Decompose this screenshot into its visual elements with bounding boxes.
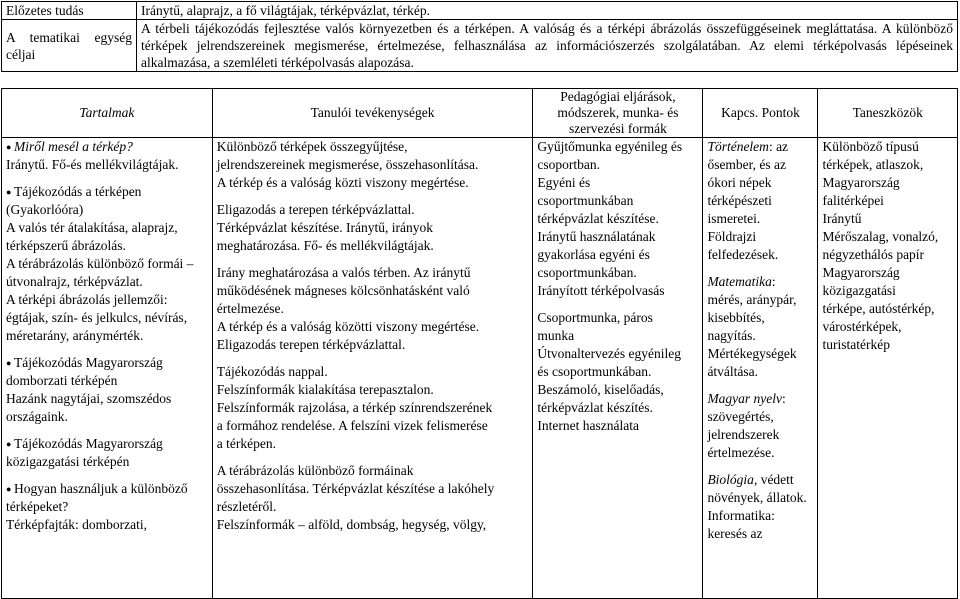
paragraph-gap (6, 345, 208, 354)
link-line-text: Földrajzi (707, 229, 757, 244)
content-line-text: Iránytű. Fő-és mellékvilágtájak. (6, 157, 179, 172)
paragraph-gap (537, 300, 698, 309)
activity-line-text: A térkép és a valóság közti viszony megértése. (216, 175, 469, 190)
link-line-text: Mértékegységek (707, 346, 797, 361)
header-methods: Pedagógiai eljárások, módszerek, munka- és szervezési formák (533, 89, 703, 138)
content-line-text: A valós tér átalakítása, alaprajz, (6, 220, 178, 235)
link-line (707, 309, 813, 327)
link-line (707, 210, 813, 228)
links-cell (703, 138, 818, 599)
method-line (537, 174, 698, 192)
paragraph-gap (217, 453, 529, 462)
content-line (6, 516, 208, 534)
activity-line-text: Eligazodás a terepen térképvázlattal. (216, 202, 415, 217)
paragraph-gap (707, 381, 813, 390)
activity-line-text: értelmezése. (216, 301, 284, 316)
paragraph-gap (707, 264, 813, 273)
content-line-text: A térábrázolás különböző formái – (6, 256, 194, 271)
activity-line-text: Felszínformák – alföld, dombság, hegység, völgy, (216, 517, 487, 532)
content-line-text: közigazgatási térképén (6, 454, 130, 469)
link-line (707, 489, 813, 507)
link-line (707, 228, 813, 246)
content-line (6, 255, 208, 273)
activity-line-text: Felszínformák rajzolása, a térkép színrendszerének (216, 400, 493, 415)
bullet-icon: ● (6, 439, 12, 449)
tool-line (822, 174, 953, 192)
link-line (707, 327, 813, 345)
activity-line-text: Irány meghatározása a valós térben. Az iránytű (216, 265, 471, 280)
method-line-text: Csoportmunka, páros (537, 310, 653, 325)
content-line-text: Hogyan használjuk a különböző (14, 481, 188, 496)
curriculum-header-row (2, 89, 958, 138)
link-line (707, 273, 813, 291)
activity-line (217, 300, 529, 318)
content-line (6, 309, 208, 327)
activity-line-text: részletéről. (216, 499, 277, 514)
activity-line-text: Térképvázlat készítése. Iránytű, irányok (216, 220, 434, 235)
method-line (537, 345, 698, 363)
content-line-text: domborzati térképén (6, 373, 118, 388)
activity-line (217, 201, 529, 219)
method-line (537, 228, 698, 246)
prerequisites-label: Előzetes tudás (2, 2, 137, 20)
activity-line (217, 138, 529, 156)
activity-line (217, 498, 529, 516)
tool-line-text: közigazgatási (822, 283, 896, 298)
content-line (6, 201, 208, 219)
tools-cell (818, 138, 958, 599)
paragraph-gap (6, 471, 208, 480)
header-activities: Tanulói tevékenységek (212, 89, 533, 138)
tool-line-text: térképek, atlaszok, (822, 157, 924, 172)
activity-line-text: A térábrázolás különböző formáinak (216, 463, 414, 478)
link-line-text: Biológia, védett (707, 472, 794, 487)
content-line (6, 498, 208, 516)
method-line (537, 327, 698, 345)
tool-line-text: falitérképei (822, 193, 884, 208)
method-line (537, 210, 698, 228)
tool-line (822, 336, 953, 354)
activity-line (217, 435, 529, 453)
bullet-icon: ● (6, 358, 12, 368)
link-line-text: felfedezések. (707, 247, 779, 262)
link-line-text: ismeretei. (707, 211, 761, 226)
link-line (707, 390, 813, 408)
link-line-text: szövegértés, (707, 409, 774, 424)
content-line (6, 138, 208, 156)
tool-line (822, 282, 953, 300)
header-links: Kapcs. Pontok (703, 89, 818, 138)
tool-line (822, 264, 953, 282)
link-line (707, 138, 813, 156)
curriculum-table (1, 88, 958, 599)
activity-line-text: a formához rendelése. A felszíni vizek felismerése (216, 418, 488, 433)
content-line (6, 156, 208, 174)
content-line-text: Hazánk nagytájai, szomszédos (6, 391, 172, 406)
method-line (537, 399, 698, 417)
link-line (707, 426, 813, 444)
method-line (537, 381, 698, 399)
activity-line (217, 174, 529, 192)
paragraph-gap (707, 462, 813, 471)
tool-line-text: térképe, autóstérkép, (822, 301, 935, 316)
content-line (6, 390, 208, 408)
link-line-text: térképészeti (707, 193, 772, 208)
method-line (537, 309, 698, 327)
header-content: Tartalmak (2, 89, 213, 138)
activity-line (217, 462, 529, 480)
content-line (6, 372, 208, 390)
activity-line-text: működésének mágneses kölcsönhatásként való (216, 283, 470, 298)
content-line-text: Tájékozódás Magyarország (14, 355, 163, 370)
tool-line-text: Magyarország (822, 175, 900, 190)
tool-line-text: Magyarország (822, 265, 900, 280)
content-line (6, 327, 208, 345)
method-line-text: térképvázlat készítés. (537, 400, 653, 415)
method-line (537, 246, 698, 264)
content-line (6, 291, 208, 309)
content-line (6, 453, 208, 471)
activity-line-text: jelrendszereinek megismerése, összehasonlítása. (216, 157, 479, 172)
content-line-text: Miről mesél a térkép? (14, 139, 133, 154)
link-line-text: Magyar nyelv: (707, 391, 786, 406)
link-line (707, 408, 813, 426)
methods-cell (533, 138, 703, 599)
activity-line-text: A térkép és a valóság közötti viszony megértése. (216, 319, 480, 334)
tool-line-text: Iránytű (822, 211, 862, 226)
method-line-text: csoportban. (537, 157, 601, 172)
tool-line (822, 156, 953, 174)
activity-line (217, 516, 529, 534)
method-line (537, 138, 698, 156)
activity-line (217, 318, 529, 336)
link-line (707, 471, 813, 489)
link-line (707, 525, 813, 543)
tool-line (822, 318, 953, 336)
content-line-text: országaink. (6, 409, 68, 424)
tool-line (822, 210, 953, 228)
method-line (537, 192, 698, 210)
content-line-text: égtájak, szín- és jelkulcs, névírás, (6, 310, 188, 325)
content-line-text: (Gyakorlóóra) (6, 202, 84, 217)
method-line-text: Gyűjtőmunka egyénileg és (537, 139, 683, 154)
link-line-text: kisebbítés, (707, 310, 765, 325)
activity-line (217, 363, 529, 381)
activity-line (217, 381, 529, 399)
tool-line (822, 228, 953, 246)
link-line-text: ókori népek (707, 175, 772, 190)
link-line-text: Informatika: (707, 508, 775, 523)
method-line-text: gyakorlása egyéni és (537, 247, 650, 262)
bullet-icon: ● (6, 187, 12, 197)
content-line (6, 219, 208, 237)
tool-line-text: várostérképek, (822, 319, 902, 334)
content-line (6, 435, 208, 453)
content-line-text: térképeket? (6, 499, 69, 514)
tool-line (822, 300, 953, 318)
activity-line-text: Különböző térképek összegyűjtése, (216, 139, 408, 154)
activity-line (217, 399, 529, 417)
link-line (707, 291, 813, 309)
link-line (707, 363, 813, 381)
link-line-text: mérés, aránypár, (707, 292, 797, 307)
paragraph-gap (6, 426, 208, 435)
activity-line (217, 219, 529, 237)
method-line-text: Iránytű használatának (537, 229, 656, 244)
link-line (707, 507, 813, 525)
bullet-icon: ● (6, 484, 12, 494)
link-line-text: ősember, és az (707, 157, 786, 172)
content-line-text: Térképfajták: domborzati, (6, 517, 147, 532)
link-line (707, 156, 813, 174)
goals-label: A tematikai egység céljai (2, 20, 137, 72)
activity-line (217, 336, 529, 354)
header-tools: Taneszközök (818, 89, 958, 138)
activities-cell (212, 138, 533, 599)
method-line-text: csoportmunkában. (537, 265, 637, 280)
link-line-text: átváltása. (707, 364, 759, 379)
activity-line-text: Tájékozódás nappal. (216, 364, 328, 379)
prerequisites-row (2, 2, 958, 20)
tool-line-text: Különböző típusú (822, 139, 919, 154)
link-line-text: jelrendszerek (707, 427, 780, 442)
method-line (537, 282, 698, 300)
link-line-text: növények, állatok. (707, 490, 807, 505)
link-line-text: értelmezése. (707, 445, 775, 460)
content-line-text: Tájékozódás a térképen (14, 184, 142, 199)
activity-line (217, 264, 529, 282)
link-line (707, 174, 813, 192)
method-line (537, 156, 698, 174)
paragraph-gap (217, 192, 529, 201)
link-line-text: keresés az (707, 526, 763, 541)
method-line-text: csoportmunkában (537, 193, 634, 208)
activity-line (217, 417, 529, 435)
content-line (6, 408, 208, 426)
method-line-text: térképvázlat készítése. (537, 211, 659, 226)
paragraph-gap (217, 354, 529, 363)
link-line-text: nagyítás. (707, 328, 756, 343)
goals-row (2, 20, 958, 72)
link-line-text: Történelem: az (707, 139, 789, 154)
link-line-text: Matematika: (707, 274, 776, 289)
activity-line-text: Felszínformák kialakítása terepasztalon. (216, 382, 434, 397)
method-line (537, 363, 698, 381)
tool-line-text: négyzethálós papír (822, 247, 925, 262)
content-line-text: A térképi ábrázolás jellemzői: (6, 292, 168, 307)
method-line-text: Irányított térképolvasás (537, 283, 665, 298)
tool-line-text: turistatérkép (822, 337, 890, 352)
content-line-text: Tájékozódás Magyarország (14, 436, 163, 451)
method-line-text: Beszámoló, kiselőadás, (537, 382, 664, 397)
content-cell (2, 138, 213, 599)
method-line-text: Internet használata (537, 418, 639, 433)
method-line-text: munka (537, 328, 575, 343)
activity-line-text: meghatározása. Fő- és mellékvilágtájak. (216, 238, 434, 253)
link-line (707, 192, 813, 210)
method-line (537, 417, 698, 435)
method-line-text: és csoportmunkában. (537, 364, 652, 379)
paragraph-gap (217, 255, 529, 264)
paragraph-gap (6, 174, 208, 183)
link-line (707, 444, 813, 462)
goals-text: A térbeli tájékozódás fejlesztése valós környezetben és a térképen. A valóság és a térképi ábrázolás összefüggéseinek megláttatása. A különböző térképek jelrendszereinek megismerése, értelmezése, felhasználása az információszerzés szolgálatában. Az elemi térképolvasás lépéseinek alkalmazása, a szemléleti térképolvasás alapozása. (137, 20, 958, 72)
activity-line (217, 237, 529, 255)
tool-line (822, 246, 953, 264)
prerequisites-text: Iránytű, alaprajz, a fő világtájak, térképvázlat, térkép. (137, 2, 958, 20)
tool-line (822, 192, 953, 210)
content-line (6, 354, 208, 372)
method-line-text: Útvonaltervezés egyénileg (537, 346, 681, 361)
link-line (707, 246, 813, 264)
activity-line (217, 282, 529, 300)
activity-line-text: Eligazodás terepen térképvázlattal. (216, 337, 406, 352)
content-line-text: útvonalrajz, térképvázlat. (6, 274, 143, 289)
content-line-text: méretarány, aránymérték. (6, 328, 144, 343)
bullet-icon: ● (6, 142, 12, 152)
content-line (6, 273, 208, 291)
activity-line (217, 480, 529, 498)
content-line (6, 183, 208, 201)
method-line (537, 264, 698, 282)
content-line-text: térképszerű ábrázolás. (6, 238, 126, 253)
content-line (6, 237, 208, 255)
link-line (707, 345, 813, 363)
tool-line (822, 138, 953, 156)
activity-line-text: a térképen. (216, 436, 276, 451)
content-line (6, 480, 208, 498)
method-line-text: Egyéni és (537, 175, 591, 190)
activity-line (217, 156, 529, 174)
activity-line-text: összehasonlítása. Térképvázlat készítése a lakóhely (216, 481, 495, 496)
header-info-table (1, 1, 958, 72)
curriculum-body-row (2, 138, 958, 599)
tool-line-text: Mérőszalag, vonalzó, (822, 229, 939, 244)
